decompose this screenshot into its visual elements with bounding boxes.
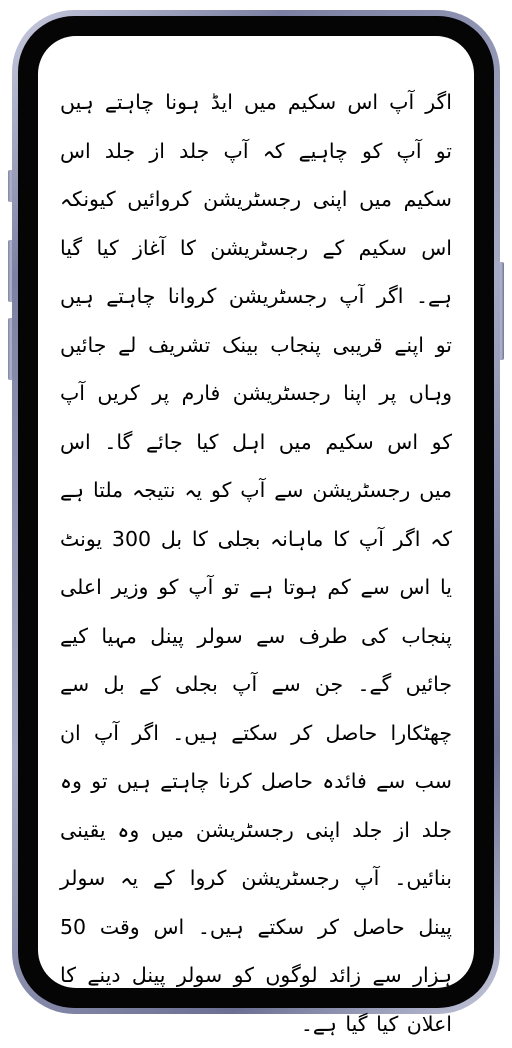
phone-bezel (18, 16, 494, 1036)
article-text: اگر آپ اس سکیم میں ایڈ ہونا چاہتے ہیں تو آپ کو چاہیے کہ آپ جلد از جلد اس سکیم میں اپنی رجسٹریشن کروائیں کیونکہ اس سکیم کے رجسٹریشن کا آغاز کیا گیا ہے۔ اگر آپ رجسٹریشن کروانا چاہتے ہیں تو اپنے قریبی پنجاب بینک تشریف لے جائیں وہاں پر اپنا رجسٹریشن فارم پر کریں آپ کو اس سکیم میں اہل کیا جائے گا۔ اس میں رجسٹریشن سے آپ کو یہ نتیجہ ملتا ہے کہ اگر آپ کا ماہانہ بجلی کا بل 300 یونٹ یا اس سے کم ہوتا ہے تو آپ کو وزیر اعلی پنجاب کی طرف سے سولر پینل مہیا کیے جائیں گے۔ جن سے آپ بجلی کے بل سے چھٹکارا حاصل کر سکتے ہیں۔ اگر آپ ان سب سے فائدہ حاصل کرنا چاہتے ہیں تو وہ جلد از جلد اپنی رجسٹریشن میں وہ یقینی بنائیں۔ آپ رجسٹریشن کروا کے یہ سولر پینل حاصل کر سکتے ہیں۔ اس وقت 50 ہزار سے زائد لوگوں کو سولر پینل دینے کا اعلان کیا گیا ہے۔ (60, 90, 452, 1036)
phone-frame (12, 10, 500, 1036)
phone-screen (38, 36, 474, 1036)
